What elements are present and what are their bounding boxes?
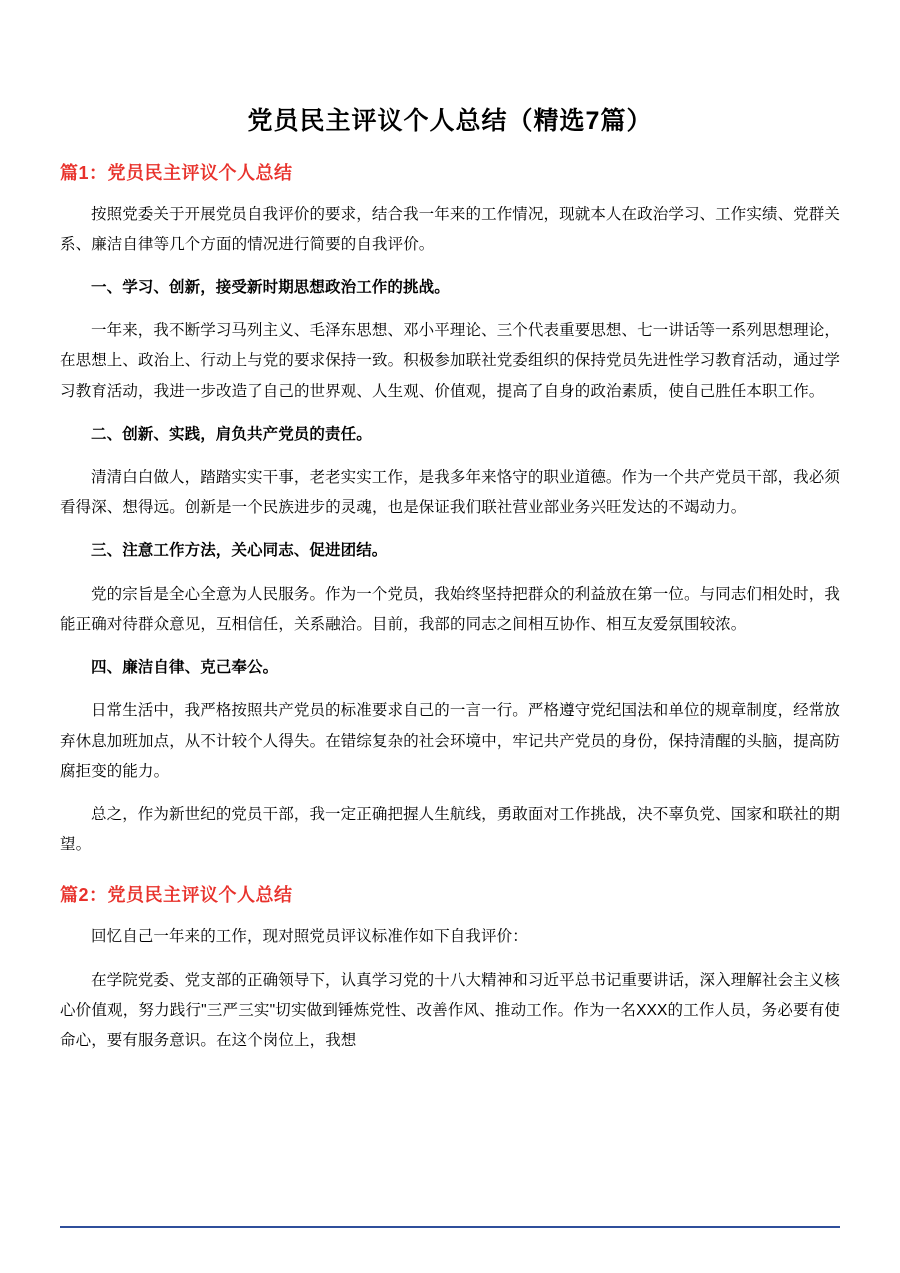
document-section-2 bbox=[60, 882, 840, 1056]
paragraph: 在学院党委、党支部的正确领导下，认真学习党的十八大精神和习近平总书记重要讲话，深入理解社会主义核心价值观，努力践行"三严三实"切实做到锤炼党性、改善作风、推动工作。作为一名XXX的工作人员，务必要有使命心，要有服务意识。在这个岗位上，我想 bbox=[60, 971, 840, 1050]
paragraph: 三、注意工作方法，关心同志、促进团结。 bbox=[91, 542, 388, 560]
paragraph: 二、创新、实践，肩负共产党员的责任。 bbox=[91, 425, 372, 443]
paragraph: 回忆自己一年来的工作，现对照党员评议标准作如下自我评价： bbox=[91, 928, 528, 946]
document-section-1 bbox=[60, 160, 840, 861]
paragraph: 一、学习、创新，接受新时期思想政治工作的挑战。 bbox=[91, 278, 450, 296]
paragraph: 四、廉洁自律、克己奉公。 bbox=[91, 659, 279, 677]
page-title: 党员民主评议个人总结（精选7篇） bbox=[247, 107, 653, 135]
paragraph: 按照党委关于开展党员自我评价的要求，结合我一年来的工作情况，现就本人在政治学习、工作实绩、党群关系、廉洁自律等几个方面的情况进行简要的自我评价。 bbox=[60, 205, 840, 253]
section-heading-2: 篇2：党员民主评议个人总结 bbox=[60, 885, 293, 906]
paragraph: 清清白白做人，踏踏实实干事，老老实实工作，是我多年来恪守的职业道德。作为一个共产党员干部，我必须看得深、想得远。创新是一个民族进步的灵魂，也是保证我们联社营业部业务兴旺发达的不竭动力。 bbox=[60, 469, 840, 517]
paragraph: 党的宗旨是全心全意为人民服务。作为一个党员，我始终坚持把群众的利益放在第一位。与同志们相处时，我能正确对待群众意见，互相信任，关系融洽。目前，我部的同志之间相互协作、相互友爱氛围较浓。 bbox=[60, 585, 840, 633]
paragraph: 日常生活中，我严格按照共产党员的标准要求自己的一言一行。严格遵守党纪国法和单位的规章制度，经常放弃休息加班加点，从不计较个人得失。在错综复杂的社会环境中，牢记共产党员的身份，保持清醒的头脑，提高防腐拒变的能力。 bbox=[60, 702, 841, 780]
page-footer-rule bbox=[60, 1226, 840, 1228]
paragraph: 总之，作为新世纪的党员干部，我一定正确把握人生航线，勇敢面对工作挑战，决不辜负党、国家和联社的期望。 bbox=[60, 806, 840, 854]
section-heading-1: 篇1：党员民主评议个人总结 bbox=[60, 162, 293, 183]
paragraph: 一年来，我不断学习马列主义、毛泽东思想、邓小平理论、三个代表重要思想、七一讲话等一系列思想理论，在思想上、政治上、行动上与党的要求保持一致。积极参加联社党委组织的保持党员先进性学习教育活动，通过学习教育活动，我进一步改造了自己的世界观、人生观、价值观，提高了自身的政治素质，使自己胜任本职工作。 bbox=[60, 322, 841, 400]
